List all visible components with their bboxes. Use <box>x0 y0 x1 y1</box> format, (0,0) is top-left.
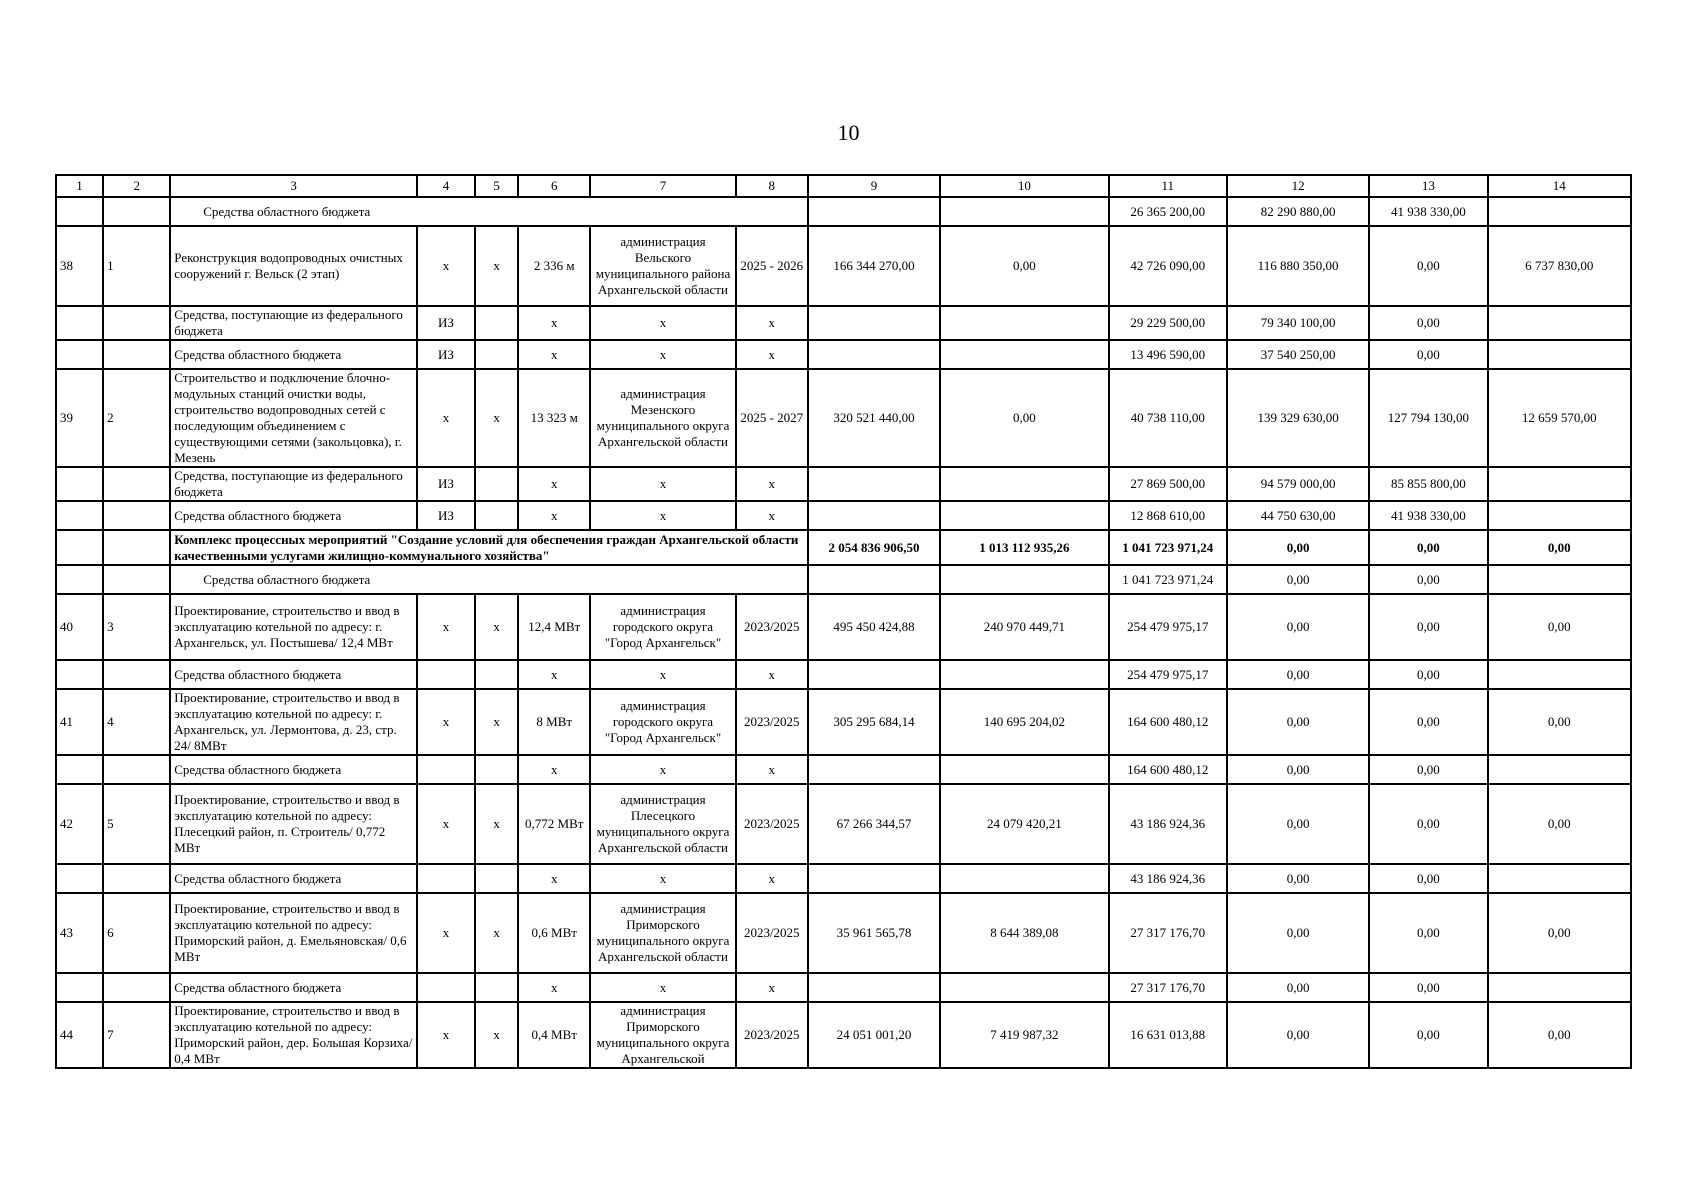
amount-cell <box>808 660 940 689</box>
column-header: 7 <box>590 175 735 197</box>
amount-cell: 0,00 <box>1227 893 1369 973</box>
column-header: 9 <box>808 175 940 197</box>
item-number: 2 <box>103 369 170 467</box>
amount-cell: 0,00 <box>940 226 1108 306</box>
amount-cell: 82 290 880,00 <box>1227 197 1369 226</box>
marker: х <box>417 689 475 755</box>
row-number: 44 <box>56 1002 103 1068</box>
executor: х <box>590 340 735 369</box>
row-number: 41 <box>56 689 103 755</box>
description: Средства областного бюджета <box>170 660 417 689</box>
item-number: 6 <box>103 893 170 973</box>
table-row <box>56 197 1631 226</box>
amount-cell <box>940 306 1108 340</box>
description: Проектирование, строительство и ввод в эксплуатацию котельной по адресу: Приморский район, дер. Большая Корзиха/ 0,4 МВт <box>170 1002 417 1068</box>
amount-cell: 0,00 <box>1369 864 1487 893</box>
amount-cell: 0,00 <box>1227 689 1369 755</box>
item-number: 1 <box>103 226 170 306</box>
marker <box>475 755 518 784</box>
period: х <box>736 467 808 501</box>
period: х <box>736 755 808 784</box>
executor: администрация Приморского муниципального округа Архангельской <box>590 1002 735 1068</box>
table-row <box>56 340 1631 369</box>
amount-cell <box>940 660 1108 689</box>
column-header: 11 <box>1109 175 1227 197</box>
amount-cell: 37 540 250,00 <box>1227 340 1369 369</box>
amount-cell: 320 521 440,00 <box>808 369 940 467</box>
marker <box>417 755 475 784</box>
description: Проектирование, строительство и ввод в эксплуатацию котельной по адресу: г. Архангельск, ул. Лермонтова, д. 23, стр. 24/ 8МВт <box>170 689 417 755</box>
marker: х <box>475 893 518 973</box>
marker: ИЗ <box>417 340 475 369</box>
amount-cell: 67 266 344,57 <box>808 784 940 864</box>
amount-cell: 16 631 013,88 <box>1109 1002 1227 1068</box>
column-header: 10 <box>940 175 1108 197</box>
executor: х <box>590 864 735 893</box>
amount-cell: 0,00 <box>1488 689 1631 755</box>
executor: администрация городского округа "Город Архангельск" <box>590 594 735 660</box>
amount-cell <box>1488 660 1631 689</box>
amount-cell <box>940 973 1108 1002</box>
marker: х <box>475 689 518 755</box>
table-row <box>56 467 1631 501</box>
description: Средства областного бюджета <box>170 340 417 369</box>
amount-cell: 0,00 <box>1369 306 1487 340</box>
amount-cell <box>1488 755 1631 784</box>
amount-cell: 0,00 <box>1369 226 1487 306</box>
marker: х <box>417 594 475 660</box>
amount-cell <box>1488 306 1631 340</box>
row-number <box>56 864 103 893</box>
amount-cell: 42 726 090,00 <box>1109 226 1227 306</box>
amount-cell: 1 013 112 935,26 <box>940 530 1108 565</box>
description: Средства областного бюджета <box>170 864 417 893</box>
amount-cell: 0,00 <box>1488 1002 1631 1068</box>
amount-cell: 8 644 389,08 <box>940 893 1108 973</box>
marker <box>475 864 518 893</box>
capacity: 0,4 МВт <box>518 1002 590 1068</box>
amount-cell: 254 479 975,17 <box>1109 660 1227 689</box>
amount-cell <box>808 565 940 594</box>
row-number: 40 <box>56 594 103 660</box>
column-header: 13 <box>1369 175 1487 197</box>
amount-cell: 26 365 200,00 <box>1109 197 1227 226</box>
row-number: 42 <box>56 784 103 864</box>
table-row <box>56 689 1631 755</box>
complex-title: Комплекс процессных мероприятий "Создание условий для обеспечения граждан Архангельской области качественными услугами жилищно-коммунального хозяйства" <box>170 530 808 565</box>
amount-cell: 0,00 <box>1227 784 1369 864</box>
item-number <box>103 467 170 501</box>
row-number: 38 <box>56 226 103 306</box>
amount-cell: 0,00 <box>1227 530 1369 565</box>
description: Проектирование, строительство и ввод в эксплуатацию котельной по адресу: Приморский район, д. Емельяновская/ 0,6 МВт <box>170 893 417 973</box>
capacity: х <box>518 340 590 369</box>
amount-cell: 0,00 <box>1488 893 1631 973</box>
item-number <box>103 660 170 689</box>
amount-cell <box>808 864 940 893</box>
amount-cell: 27 869 500,00 <box>1109 467 1227 501</box>
header-row <box>56 175 1631 197</box>
amount-cell <box>808 501 940 530</box>
column-header: 2 <box>103 175 170 197</box>
amount-cell: 127 794 130,00 <box>1369 369 1487 467</box>
capacity: х <box>518 467 590 501</box>
budget-table <box>55 174 1632 1069</box>
amount-cell <box>1488 565 1631 594</box>
description: Средства, поступающие из федерального бюджета <box>170 467 417 501</box>
table-row <box>56 369 1631 467</box>
period: х <box>736 973 808 1002</box>
amount-cell: 0,00 <box>1369 340 1487 369</box>
amount-cell <box>940 864 1108 893</box>
table-row <box>56 973 1631 1002</box>
capacity: х <box>518 755 590 784</box>
column-header: 12 <box>1227 175 1369 197</box>
amount-cell: 166 344 270,00 <box>808 226 940 306</box>
executor: х <box>590 755 735 784</box>
amount-cell <box>808 755 940 784</box>
amount-cell <box>1488 467 1631 501</box>
marker: ИЗ <box>417 501 475 530</box>
amount-cell: 0,00 <box>1227 864 1369 893</box>
amount-cell: 94 579 000,00 <box>1227 467 1369 501</box>
capacity: 12,4 МВт <box>518 594 590 660</box>
row-number <box>56 530 103 565</box>
table-row <box>56 864 1631 893</box>
amount-cell <box>808 467 940 501</box>
funding-source: Средства областного бюджета <box>170 197 808 226</box>
amount-cell: 43 186 924,36 <box>1109 784 1227 864</box>
amount-cell: 0,00 <box>1227 973 1369 1002</box>
amount-cell <box>808 973 940 1002</box>
amount-cell: 116 880 350,00 <box>1227 226 1369 306</box>
marker <box>417 864 475 893</box>
amount-cell <box>1488 501 1631 530</box>
executor: х <box>590 501 735 530</box>
period: 2025 - 2026 <box>736 226 808 306</box>
column-header: 6 <box>518 175 590 197</box>
executor: администрация Мезенского муниципального округа Архангельской области <box>590 369 735 467</box>
marker: ИЗ <box>417 467 475 501</box>
amount-cell: 0,00 <box>1227 755 1369 784</box>
amount-cell <box>940 755 1108 784</box>
amount-cell: 0,00 <box>940 369 1108 467</box>
item-number <box>103 864 170 893</box>
description: Проектирование, строительство и ввод в эксплуатацию котельной по адресу: г. Архангельск, ул. Постышева/ 12,4 МВт <box>170 594 417 660</box>
marker: х <box>475 369 518 467</box>
item-number: 4 <box>103 689 170 755</box>
amount-cell <box>808 306 940 340</box>
table-row <box>56 755 1631 784</box>
amount-cell: 44 750 630,00 <box>1227 501 1369 530</box>
description: Средства областного бюджета <box>170 501 417 530</box>
capacity: 0,6 МВт <box>518 893 590 973</box>
description: Проектирование, строительство и ввод в эксплуатацию котельной по адресу: Плесецкий район, п. Строитель/ 0,772 МВт <box>170 784 417 864</box>
amount-cell: 0,00 <box>1369 594 1487 660</box>
row-number: 39 <box>56 369 103 467</box>
amount-cell: 12 659 570,00 <box>1488 369 1631 467</box>
amount-cell: 35 961 565,78 <box>808 893 940 973</box>
row-number <box>56 501 103 530</box>
amount-cell: 27 317 176,70 <box>1109 893 1227 973</box>
table-row <box>56 660 1631 689</box>
item-number: 5 <box>103 784 170 864</box>
table-row <box>56 594 1631 660</box>
table-row <box>56 1002 1631 1068</box>
executor: х <box>590 660 735 689</box>
amount-cell: 0,00 <box>1369 689 1487 755</box>
marker: х <box>475 784 518 864</box>
capacity: х <box>518 864 590 893</box>
capacity: 8 МВт <box>518 689 590 755</box>
amount-cell: 164 600 480,12 <box>1109 755 1227 784</box>
period: х <box>736 501 808 530</box>
column-header: 8 <box>736 175 808 197</box>
column-header: 5 <box>475 175 518 197</box>
row-number <box>56 660 103 689</box>
amount-cell: 24 079 420,21 <box>940 784 1108 864</box>
period: 2023/2025 <box>736 784 808 864</box>
marker <box>475 973 518 1002</box>
amount-cell: 40 738 110,00 <box>1109 369 1227 467</box>
item-number <box>103 306 170 340</box>
row-number <box>56 340 103 369</box>
executor: администрация Плесецкого муниципального округа Архангельской области <box>590 784 735 864</box>
period: х <box>736 306 808 340</box>
period: х <box>736 864 808 893</box>
amount-cell: 495 450 424,88 <box>808 594 940 660</box>
item-number <box>103 565 170 594</box>
row-number <box>56 755 103 784</box>
marker <box>475 660 518 689</box>
amount-cell <box>940 501 1108 530</box>
capacity: х <box>518 660 590 689</box>
amount-cell <box>808 340 940 369</box>
period: 2023/2025 <box>736 689 808 755</box>
amount-cell: 6 737 830,00 <box>1488 226 1631 306</box>
amount-cell: 27 317 176,70 <box>1109 973 1227 1002</box>
amount-cell: 240 970 449,71 <box>940 594 1108 660</box>
amount-cell: 0,00 <box>1369 784 1487 864</box>
period: 2025 - 2027 <box>736 369 808 467</box>
period: х <box>736 660 808 689</box>
table-row <box>56 226 1631 306</box>
amount-cell: 0,00 <box>1488 784 1631 864</box>
amount-cell <box>1488 973 1631 1002</box>
amount-cell: 1 041 723 971,24 <box>1109 565 1227 594</box>
executor: администрация городского округа "Город Архангельск" <box>590 689 735 755</box>
marker: х <box>417 369 475 467</box>
item-number <box>103 197 170 226</box>
amount-cell <box>1488 340 1631 369</box>
item-number: 3 <box>103 594 170 660</box>
marker <box>475 501 518 530</box>
amount-cell <box>940 467 1108 501</box>
amount-cell: 12 868 610,00 <box>1109 501 1227 530</box>
amount-cell: 79 340 100,00 <box>1227 306 1369 340</box>
item-number <box>103 501 170 530</box>
amount-cell: 0,00 <box>1227 594 1369 660</box>
amount-cell: 305 295 684,14 <box>808 689 940 755</box>
marker <box>475 306 518 340</box>
item-number <box>103 530 170 565</box>
amount-cell: 0,00 <box>1369 755 1487 784</box>
executor: х <box>590 306 735 340</box>
amount-cell: 85 855 800,00 <box>1369 467 1487 501</box>
table-row <box>56 565 1631 594</box>
capacity: х <box>518 973 590 1002</box>
amount-cell: 0,00 <box>1369 660 1487 689</box>
description: Строительство и подключение блочно-модульных станций очистки воды, строительство водопроводных сетей с последующим объединением с существующими сетями (закольцовка), г. Мезень <box>170 369 417 467</box>
amount-cell: 0,00 <box>1369 565 1487 594</box>
marker: х <box>475 594 518 660</box>
marker <box>475 340 518 369</box>
marker <box>475 467 518 501</box>
capacity: 13 323 м <box>518 369 590 467</box>
item-number <box>103 755 170 784</box>
amount-cell: 0,00 <box>1369 893 1487 973</box>
amount-cell: 1 041 723 971,24 <box>1109 530 1227 565</box>
capacity: 0,772 МВт <box>518 784 590 864</box>
amount-cell: 254 479 975,17 <box>1109 594 1227 660</box>
marker: ИЗ <box>417 306 475 340</box>
amount-cell <box>940 197 1108 226</box>
amount-cell: 7 419 987,32 <box>940 1002 1108 1068</box>
amount-cell: 43 186 924,36 <box>1109 864 1227 893</box>
column-header: 4 <box>417 175 475 197</box>
table-row <box>56 501 1631 530</box>
marker: х <box>417 226 475 306</box>
executor: х <box>590 467 735 501</box>
description: Средства областного бюджета <box>170 755 417 784</box>
amount-cell <box>1488 197 1631 226</box>
amount-cell: 2 054 836 906,50 <box>808 530 940 565</box>
amount-cell: 0,00 <box>1488 530 1631 565</box>
amount-cell: 140 695 204,02 <box>940 689 1108 755</box>
amount-cell: 29 229 500,00 <box>1109 306 1227 340</box>
amount-cell: 13 496 590,00 <box>1109 340 1227 369</box>
amount-cell: 0,00 <box>1369 1002 1487 1068</box>
period: х <box>736 340 808 369</box>
amount-cell: 0,00 <box>1227 565 1369 594</box>
amount-cell: 0,00 <box>1227 660 1369 689</box>
amount-cell: 41 938 330,00 <box>1369 501 1487 530</box>
period: 2023/2025 <box>736 594 808 660</box>
item-number: 7 <box>103 1002 170 1068</box>
executor: администрация Приморского муниципального округа Архангельской области <box>590 893 735 973</box>
row-number <box>56 565 103 594</box>
executor: администрация Вельского муниципального района Архангельской области <box>590 226 735 306</box>
amount-cell: 41 938 330,00 <box>1369 197 1487 226</box>
marker: х <box>417 893 475 973</box>
row-number: 43 <box>56 893 103 973</box>
funding-source: Средства областного бюджета <box>170 565 808 594</box>
marker: х <box>475 1002 518 1068</box>
row-number <box>56 467 103 501</box>
marker <box>417 973 475 1002</box>
column-header: 1 <box>56 175 103 197</box>
period: 2023/2025 <box>736 1002 808 1068</box>
executor: х <box>590 973 735 1002</box>
capacity: х <box>518 501 590 530</box>
amount-cell: 139 329 630,00 <box>1227 369 1369 467</box>
period: 2023/2025 <box>736 893 808 973</box>
amount-cell <box>808 197 940 226</box>
column-header: 3 <box>170 175 417 197</box>
row-number <box>56 197 103 226</box>
amount-cell: 24 051 001,20 <box>808 1002 940 1068</box>
table-row <box>56 893 1631 973</box>
item-number <box>103 340 170 369</box>
marker: х <box>417 784 475 864</box>
table-row <box>56 530 1631 565</box>
description: Реконструкция водопроводных очистных сооружений г. Вельск (2 этап) <box>170 226 417 306</box>
capacity: 2 336 м <box>518 226 590 306</box>
table-row <box>56 306 1631 340</box>
item-number <box>103 973 170 1002</box>
amount-cell: 0,00 <box>1369 530 1487 565</box>
description: Средства, поступающие из федерального бюджета <box>170 306 417 340</box>
capacity: х <box>518 306 590 340</box>
page-number: 10 <box>837 120 860 145</box>
description: Средства областного бюджета <box>170 973 417 1002</box>
marker <box>417 660 475 689</box>
amount-cell <box>1488 864 1631 893</box>
column-header: 14 <box>1488 175 1631 197</box>
amount-cell: 0,00 <box>1227 1002 1369 1068</box>
marker: х <box>417 1002 475 1068</box>
amount-cell: 0,00 <box>1488 594 1631 660</box>
row-number <box>56 973 103 1002</box>
marker: х <box>475 226 518 306</box>
table-row <box>56 784 1631 864</box>
amount-cell <box>940 565 1108 594</box>
row-number <box>56 306 103 340</box>
amount-cell: 0,00 <box>1369 973 1487 1002</box>
amount-cell <box>940 340 1108 369</box>
amount-cell: 164 600 480,12 <box>1109 689 1227 755</box>
